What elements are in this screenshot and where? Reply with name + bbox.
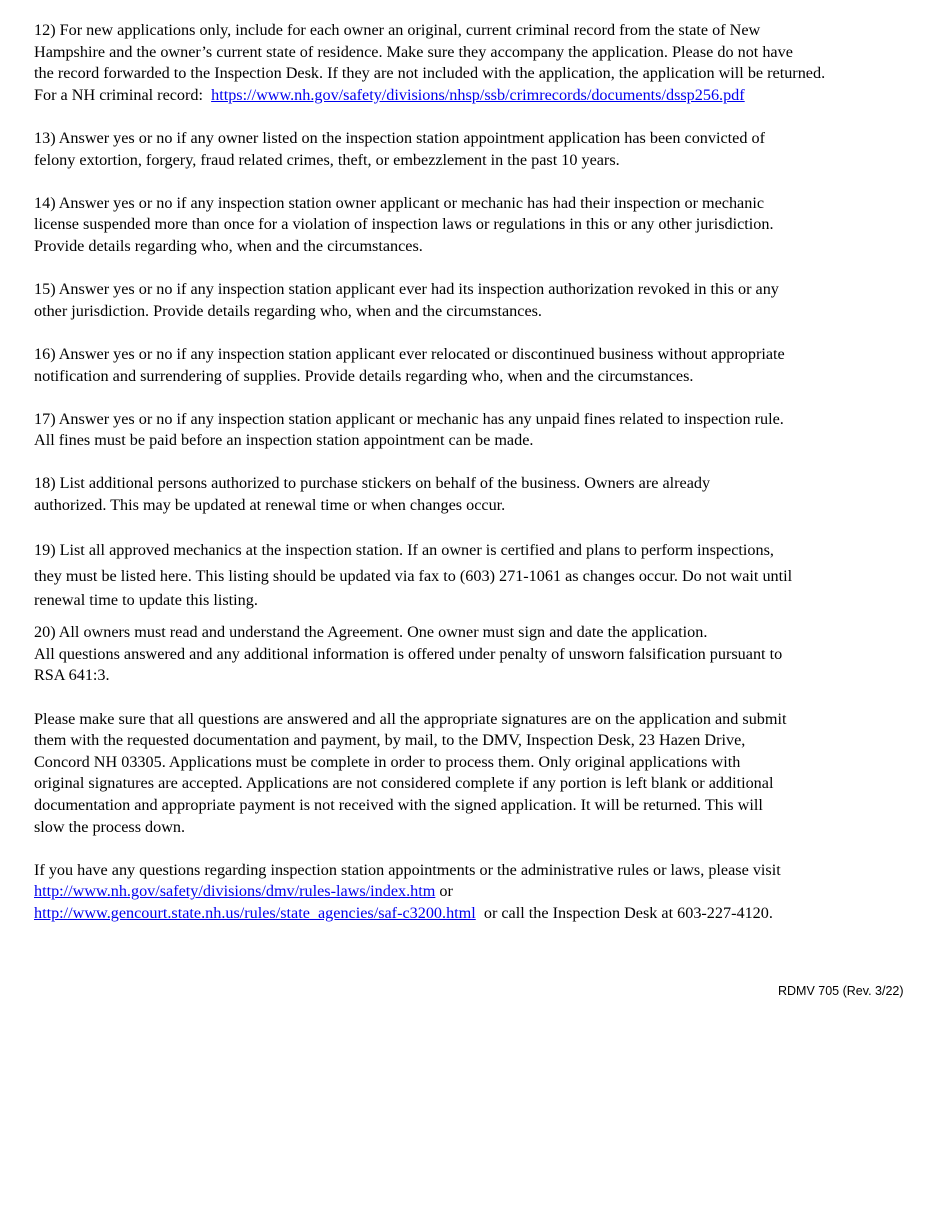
submission-line-3: Concord NH 03305. Applications must be complete in order to process them. Only original applications with xyxy=(34,752,741,771)
item-17-unpaid-fines xyxy=(34,409,946,452)
item-13-line-1: 13) Answer yes or no if any owner listed on the inspection station appointment application has been convicted of xyxy=(34,128,765,147)
item-19-line-2: they must be listed here. This listing should be updated via fax to (603) 271-1061 as changes occur. Do not wait until xyxy=(34,567,793,586)
item-19-line-3: renewal time to update this listing. xyxy=(34,591,258,610)
paragraph-gap xyxy=(34,171,946,193)
item-17-line-1: 17) Answer yes or no if any inspection station applicant or mechanic has any unpaid fines related to inspection rule. xyxy=(34,409,784,428)
submission-instructions xyxy=(34,709,946,839)
item-20-agreement xyxy=(34,622,946,687)
paragraph-gap xyxy=(34,322,946,344)
questions-line-1: If you have any questions regarding inspection station appointments or the administrative rules or laws, please visit xyxy=(34,860,781,879)
item-12-criminal-record xyxy=(34,20,946,106)
item-18-line-2: authorized. This may be updated at renewal time or when changes occur. xyxy=(34,496,506,515)
criminal-record-link[interactable]: https://www.nh.gov/safety/divisions/nhsp/ssb/crimrecords/documents/dssp256.pdf xyxy=(211,85,745,104)
item-12-link-prefix: For a NH criminal record: xyxy=(34,85,212,104)
item-16-relocated-business xyxy=(34,344,946,387)
item-19-approved-mechanics xyxy=(34,538,946,610)
paragraph-gap xyxy=(34,258,946,280)
item-20-line-1: 20) All owners must read and understand the Agreement. One owner must sign and date the application. xyxy=(34,623,708,642)
item-16-line-1: 16) Answer yes or no if any inspection station applicant ever relocated or discontinued business without appropriate xyxy=(34,344,785,363)
item-15-line-1: 15) Answer yes or no if any inspection station applicant ever had its inspection authorization revoked in this or any xyxy=(34,280,779,299)
inspection-desk-phone-text: or call the Inspection Desk at 603-227-4120. xyxy=(475,903,773,922)
paragraph-gap xyxy=(34,687,946,709)
submission-line-2: them with the requested documentation and payment, by mail, to the DMV, Inspection Desk, 23 Hazen Drive, xyxy=(34,731,746,750)
item-12-line-2: Hampshire and the owner’s current state of residence. Make sure they accompany the application. Please do not have xyxy=(34,42,793,61)
questions-line-3 xyxy=(34,903,946,925)
questions-line-2 xyxy=(34,881,946,903)
submission-line-6: slow the process down. xyxy=(34,817,186,836)
submission-line-5: documentation and appropriate payment is not received with the signed application. It will be returned. This will xyxy=(34,796,763,814)
item-17-line-2: All fines must be paid before an inspection station appointment can be made. xyxy=(34,431,534,450)
submission-line-4: original signatures are accepted. Applications are not considered complete if any portion is left blank or additional xyxy=(34,774,774,793)
paragraph-gap xyxy=(34,517,946,539)
item-14-line-3: Provide details regarding who, when and the circumstances. xyxy=(34,236,423,255)
item-16-line-2: notification and surrendering of supplies. Provide details regarding who, when and the circumstances. xyxy=(34,366,694,385)
rules-laws-link[interactable]: http://www.nh.gov/safety/divisions/dmv/rules-laws/index.htm xyxy=(34,882,436,901)
item-20-line-3: RSA 641:3. xyxy=(34,666,110,685)
paragraph-gap xyxy=(34,452,946,474)
form-revision-id: RDMV 705 (Rev. 3/22) xyxy=(778,984,904,998)
paragraph-gap xyxy=(34,106,946,128)
item-13-convictions xyxy=(34,128,946,171)
item-12-line-1: 12) For new applications only, include for each owner an original, current criminal record from the state of New xyxy=(34,21,761,39)
item-14-line-1: 14) Answer yes or no if any inspection station owner applicant or mechanic has had their inspection or mechanic xyxy=(34,193,765,212)
paragraph-gap xyxy=(34,610,946,622)
item-19-line-1: 19) List all approved mechanics at the inspection station. If an owner is certified and plans to perform inspections, xyxy=(34,541,774,560)
item-12-line-3: the record forwarded to the Inspection Desk. If they are not included with the application, the application will be returned. xyxy=(34,64,826,83)
item-14-license-suspension xyxy=(34,193,946,258)
item-15-line-2: other jurisdiction. Provide details regarding who, when and the circumstances. xyxy=(34,301,542,320)
paragraph-gap xyxy=(34,838,946,860)
item-14-line-2: license suspended more than once for a violation of inspection laws or regulations in this or any other jurisdiction. xyxy=(34,215,774,234)
item-20-line-2: All questions answered and any additional information is offered under penalty of unsworn falsification pursuant to xyxy=(34,644,783,663)
item-18-authorized-persons xyxy=(34,473,946,516)
questions-or-text: or xyxy=(435,882,453,901)
paragraph-gap xyxy=(34,387,946,409)
item-18-line-1: 18) List additional persons authorized to purchase stickers on behalf of the business. Owners are already xyxy=(34,474,711,493)
item-12-line-4 xyxy=(34,85,946,107)
item-13-line-2: felony extortion, forgery, fraud related crimes, theft, or embezzlement in the past 10 years. xyxy=(34,150,620,169)
submission-line-1: Please make sure that all questions are answered and all the appropriate signatures are on the application and submit xyxy=(34,709,787,728)
questions-contact xyxy=(34,860,946,925)
document-body xyxy=(34,20,946,925)
state-agencies-rules-link[interactable]: http://www.gencourt.state.nh.us/rules/state_agencies/saf-c3200.html xyxy=(34,903,476,922)
item-15-authorization-revoked xyxy=(34,279,946,322)
